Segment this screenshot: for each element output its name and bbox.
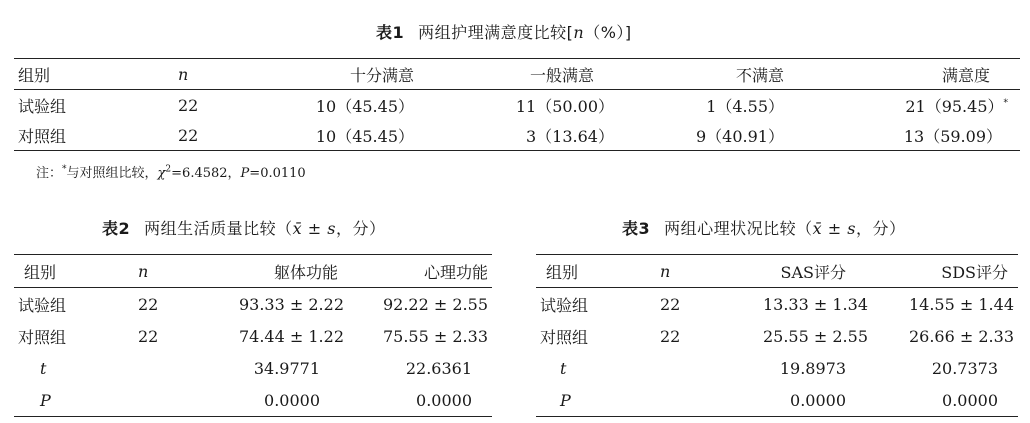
table-row xyxy=(14,352,492,384)
table1-note xyxy=(36,162,306,181)
table1-cell: 试验组 xyxy=(18,96,67,116)
note-text: =0.0110 xyxy=(249,166,306,181)
table3-cell: 22 xyxy=(660,294,681,314)
table-row xyxy=(14,288,492,321)
table3-cell: 对照组 xyxy=(540,327,589,347)
table3-cell: 13.33 ± 1.34 xyxy=(762,294,868,314)
table3-cell: 20.7373 xyxy=(931,358,998,378)
table1-header-unsatisfied: 不满意 xyxy=(735,65,784,85)
table1-header-group: 组别 xyxy=(18,65,51,85)
table2-cell: 22 xyxy=(138,294,159,314)
table-row xyxy=(536,320,1018,352)
table2-number: 表2 xyxy=(102,219,131,238)
table-row xyxy=(14,120,1020,151)
note-text: 与对照组比较， xyxy=(66,166,158,181)
table3-header-n: n xyxy=(660,261,671,281)
table1-header-n: n xyxy=(178,64,189,84)
table3-number: 表3 xyxy=(622,219,651,238)
table3-title: 两组心理状况比较（ xyxy=(664,219,813,238)
table1-cell: 1（4.55） xyxy=(706,96,784,116)
note-p: P xyxy=(240,166,250,181)
table3-cell: 试验组 xyxy=(540,295,589,315)
table1 xyxy=(14,58,1020,151)
table2-cell: 对照组 xyxy=(18,327,67,347)
table2-header-mental: 心理功能 xyxy=(423,262,488,282)
table3-header-group: 组别 xyxy=(546,262,579,282)
note-mark: * xyxy=(62,164,67,175)
table1-cell: 21（95.45） xyxy=(905,96,1004,116)
table1-title: 两组护理满意度比较[ xyxy=(418,23,574,42)
table3-cell: 0.0000 xyxy=(942,390,998,410)
note-sup: 2 xyxy=(165,164,172,175)
table1-cell: 13（59.09） xyxy=(903,126,1002,146)
table1-title-var: n xyxy=(573,23,585,42)
table1-cell: 对照组 xyxy=(18,126,67,146)
table2-cell xyxy=(104,352,174,384)
table-row xyxy=(536,288,1018,321)
table2-cell: 93.33 ± 2.22 xyxy=(238,294,344,314)
table2-cell: 0.0000 xyxy=(416,390,472,410)
table3-header-sas: SAS评分 xyxy=(780,262,846,282)
note-chi: χ xyxy=(157,166,166,181)
note-prefix: 注： xyxy=(36,166,63,181)
table2-cell xyxy=(104,384,174,417)
table1-cell: 10（45.45） xyxy=(315,126,414,146)
table2-cell: 22.6361 xyxy=(405,358,472,378)
table3-header-sds: SDS评分 xyxy=(941,262,1008,282)
table3-cell: 22 xyxy=(660,326,681,346)
table2-cell: 92.22 ± 2.55 xyxy=(382,294,488,314)
table2-cell: P xyxy=(40,390,51,410)
table2-cell: 22 xyxy=(138,326,159,346)
table3-cell: 14.55 ± 1.44 xyxy=(908,294,1014,314)
table1-cell: 3（13.64） xyxy=(526,126,614,146)
table1-cell: 11（50.00） xyxy=(515,96,614,116)
table2-header-physical: 躯体功能 xyxy=(273,262,338,282)
table3-cell: 26.66 ± 2.33 xyxy=(908,326,1014,346)
table1-header-general: 一般满意 xyxy=(529,65,594,85)
table2-cell: t xyxy=(40,358,47,378)
note-text: =6.4582， xyxy=(171,166,241,181)
table2-header-group: 组别 xyxy=(24,262,57,282)
table3-title-end: ，分） xyxy=(855,219,906,238)
table3-cell: 25.55 ± 2.55 xyxy=(762,326,868,346)
table3-cell: 0.0000 xyxy=(790,390,846,410)
table2-title: 两组生活质量比较（ xyxy=(144,219,293,238)
table2-cell: 34.9771 xyxy=(253,358,320,378)
table3-header-row xyxy=(536,255,1018,288)
table3-cell: 19.8973 xyxy=(779,358,846,378)
table3-caption xyxy=(622,216,905,239)
table-row xyxy=(14,90,1020,121)
table2-caption xyxy=(102,216,385,239)
table1-cell: 22 xyxy=(178,125,199,145)
table1-cell: 10（45.45） xyxy=(315,96,414,116)
table2-cell: 74.44 ± 1.22 xyxy=(238,326,344,346)
table2-cell: 75.55 ± 2.33 xyxy=(382,326,488,346)
table2-title-end: ，分） xyxy=(335,219,386,238)
table1-header-satisfaction: 满意度 xyxy=(941,65,990,85)
table3-title-var: x̄ ± s xyxy=(812,219,856,238)
table2-title-var: x̄ ± s xyxy=(292,219,336,238)
table-row xyxy=(536,352,1018,384)
table1-caption xyxy=(376,20,632,43)
table3-cell xyxy=(626,384,696,417)
table2-cell: 试验组 xyxy=(18,295,67,315)
significance-mark: * xyxy=(1003,98,1008,109)
table2-header-row xyxy=(14,255,492,288)
table2-cell: 0.0000 xyxy=(264,390,320,410)
table1-header-row xyxy=(14,59,1020,90)
table-row xyxy=(14,384,492,417)
table-row xyxy=(14,320,492,352)
table1-cell: 9（40.91） xyxy=(696,126,784,146)
table1-number: 表1 xyxy=(376,23,405,42)
table1-title-end: （%）] xyxy=(584,23,632,42)
table1-header-very-satisfied: 十分满意 xyxy=(349,65,414,85)
table3-cell: P xyxy=(560,390,571,410)
table3-cell xyxy=(626,352,696,384)
table3 xyxy=(536,254,1018,417)
table2 xyxy=(14,254,492,417)
table2-header-n: n xyxy=(138,261,149,281)
table-row xyxy=(536,384,1018,417)
table1-cell: 22 xyxy=(178,95,199,115)
table1-cell-sig xyxy=(854,90,1020,121)
table3-cell: t xyxy=(560,358,567,378)
